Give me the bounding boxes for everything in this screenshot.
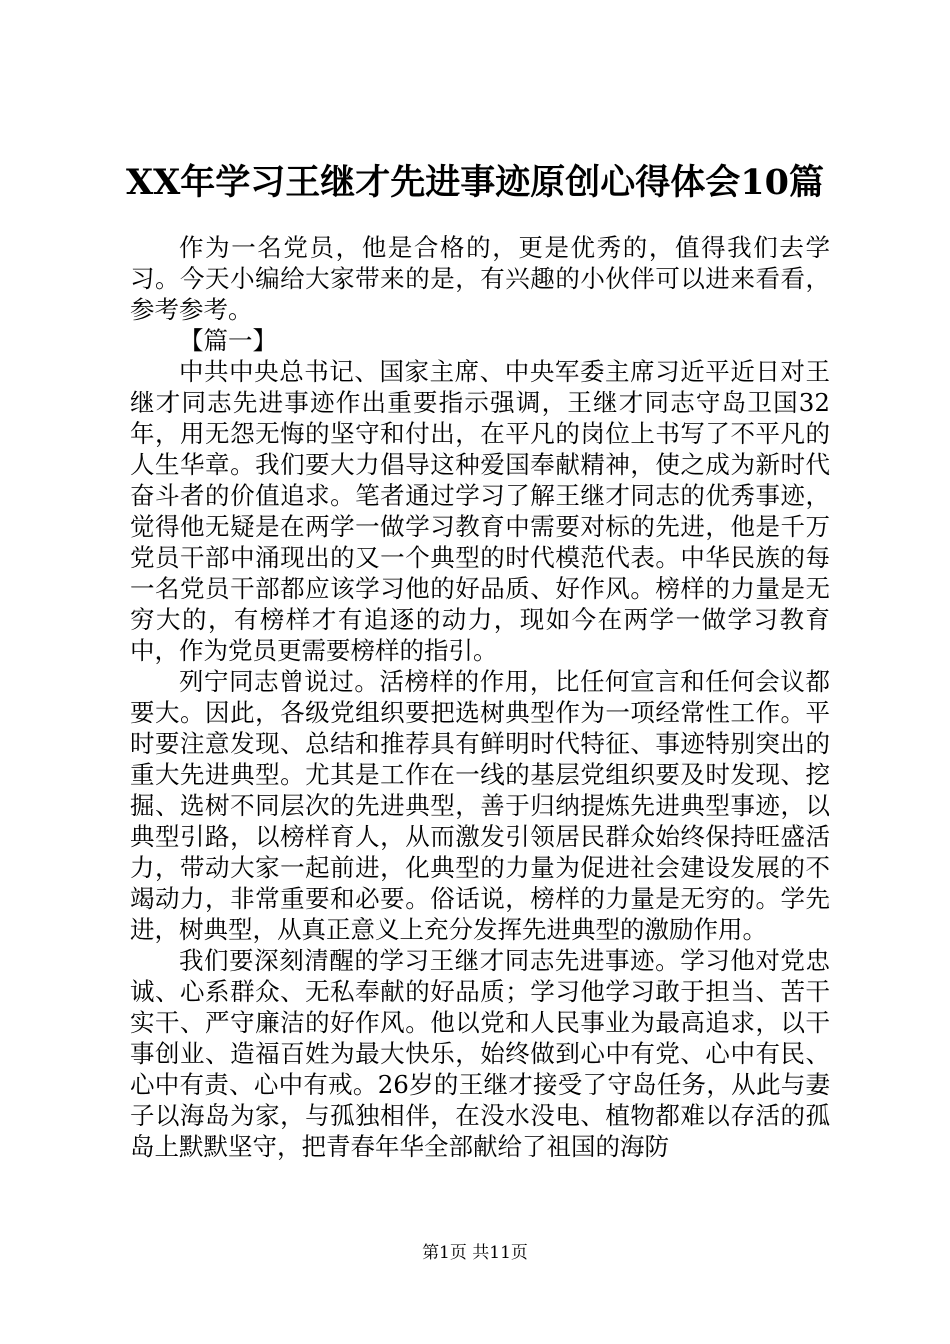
intro-paragraph: 作为一名党员，他是合格的，更是优秀的，值得我们去学习。今天小编给大家带来的是，有兴趣的小伙伴可以进来看看，参考参考。 (130, 233, 830, 324)
body-paragraph: 列宁同志曾说过。活榜样的作用，比任何宣言和任何会议都要大。因此，各级党组织要把选树典型作为一项经常性工作。平时要注意发现、总结和推荐具有鲜明时代特征、事迹特别突出的重大先进典型。尤其是工作在一线的基层党组织要及时发现、挖掘、选树不同层次的先进典型，善于归纳提炼先进典型事迹，以典型引路，以榜样育人，从而激发引领居民群众始终保持旺盛活力，带动大家一起前进，化典型的力量为促进社会建设发展的不竭动力，非常重要和必要。俗话说，榜样的力量是无穷的。学先进，树典型，从真正意义上充分发挥先进典型的激励作用。 (130, 667, 830, 944)
page-footer: 第1页 共11页 (422, 1243, 528, 1263)
document-title: XX年学习王继才先进事迹原创心得体会10篇 (125, 162, 825, 203)
body-paragraph: 中共中央总书记、国家主席、中央军委主席习近平近日对王继才同志先进事迹作出重要指示强调，王继才同志守岛卫国32年，用无怨无悔的坚守和付出，在平凡的岗位上书写了不平凡的人生华章。我们要大力倡导这种爱国奉献精神，使之成为新时代奋斗者的价值追求。笔者通过学习了解王继才同志的优秀事迹，觉得他无疑是在两学一做学习教育中需要对标的先进，他是千万党员干部中涌现出的又一个典型的时代模范代表。中华民族的每一名党员干部都应该学习他的好品质、好作风。榜样的力量是无穷大的，有榜样才有追逐的动力，现如今在两学一做学习教育中，作为党员更需要榜样的指引。 (130, 357, 830, 665)
section-heading: 【篇一】 (179, 326, 277, 355)
document-body (130, 232, 830, 1162)
body-paragraph: 我们要深刻清醒的学习王继才同志先进事迹。学习他对党忠诚、心系群众、无私奉献的好品质；学习他学习敢于担当、苦干实干、严守廉洁的好作风。他以党和人民事业为最高追求，以干事创业、造福百姓为最大快乐，始终做到心中有党、心中有民、心中有责、心中有戒。26岁的王继才接受了守岛任务，从此与妻子以海岛为家，与孤独相伴，在没水没电、植物都难以存活的孤岛上默默坚守，把青春年华全部献给了祖国的海防 (130, 946, 830, 1161)
